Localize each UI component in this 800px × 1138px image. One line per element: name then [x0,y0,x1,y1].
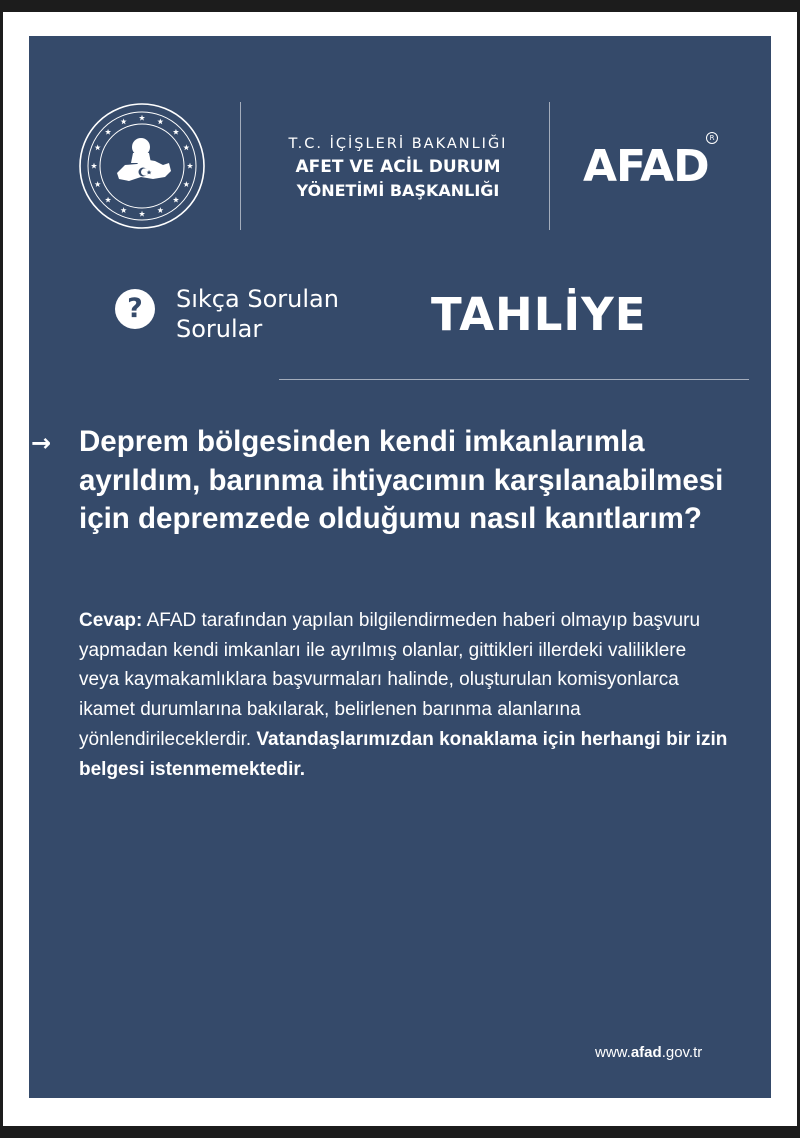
ministry-line-3: YÖNETİMİ BAŞKANLIĞI [296,181,500,200]
header-divider [240,102,241,230]
afad-logo: AFAD [583,141,709,192]
emblem-star-icon [157,118,163,124]
faq-label-line-2: Sorular [176,315,263,343]
answer-bold-text: Vatandaşlarımızdan konaklama için herhangi bir izin belgesi istenmemektedir. [79,728,728,780]
scan-border-top [0,0,800,12]
ministry-line-1: T.C. İÇİŞLERİ BAKANLIĞI [288,136,508,152]
emblem-star-icon [187,163,193,169]
emblem-star-icon [121,207,127,213]
emblem-star-icon [95,181,101,187]
emblem-star-icon [183,181,189,187]
emblem-star-icon [157,207,163,213]
answer-block [79,606,729,784]
website-link[interactable] [595,1043,702,1063]
ministry-name [258,134,538,202]
emblem-star-icon [105,197,111,203]
emblem-star-icon [183,144,189,150]
question-text: Deprem bölgesinden kendi imkanlarımla ayrıldım, barınma ihtiyacımın karşılanabilmesi için depremzede olduğumu nasıl kanıtlarım? [79,425,724,535]
ministry-line-2: AFET VE ACİL DURUM [295,157,501,177]
registered-mark-icon: R [706,132,718,144]
emblem-star-icon [95,144,101,150]
scan-border-left [0,0,3,1138]
website-prefix: www. [595,1044,631,1061]
section-title: TAHLİYE [431,288,647,341]
emblem-star-icon [121,118,127,124]
answer-text: AFAD tarafından yapılan bilgilendirmeden haberi olmayıp başvuru yapmadan kendi imkanları ile ayrılmış olanlar, gittikleri illerdeki valiliklere veya kaymakamlıklara başvurmaları halinde, oluşturulan komisyonlarca ikamet durumlarına bakılarak, belirlenen barınma alanlarına yönlendirileceklerdir. [79,610,701,750]
section-divider [279,379,749,380]
answer-label: Cevap: [79,610,143,631]
website-domain: afad [630,1044,662,1061]
scan-border-bottom [0,1126,800,1138]
emblem-star-icon [139,211,145,217]
faq-label-line-1: Sıkça Sorulan [176,285,339,313]
emblem-star-icon [91,163,97,169]
question-mark-icon: ? [115,289,155,329]
faq-label [176,284,406,344]
info-panel [29,36,771,1098]
website-suffix: .gov.tr [661,1044,703,1061]
arrow-right-icon: → [31,429,52,457]
header-divider [549,102,550,230]
emblem-star-icon [173,129,179,135]
emblem-star-icon [173,197,179,203]
emblem-star-icon [139,115,145,121]
ministry-emblem-icon [77,101,207,231]
emblem-star-icon [105,129,111,135]
